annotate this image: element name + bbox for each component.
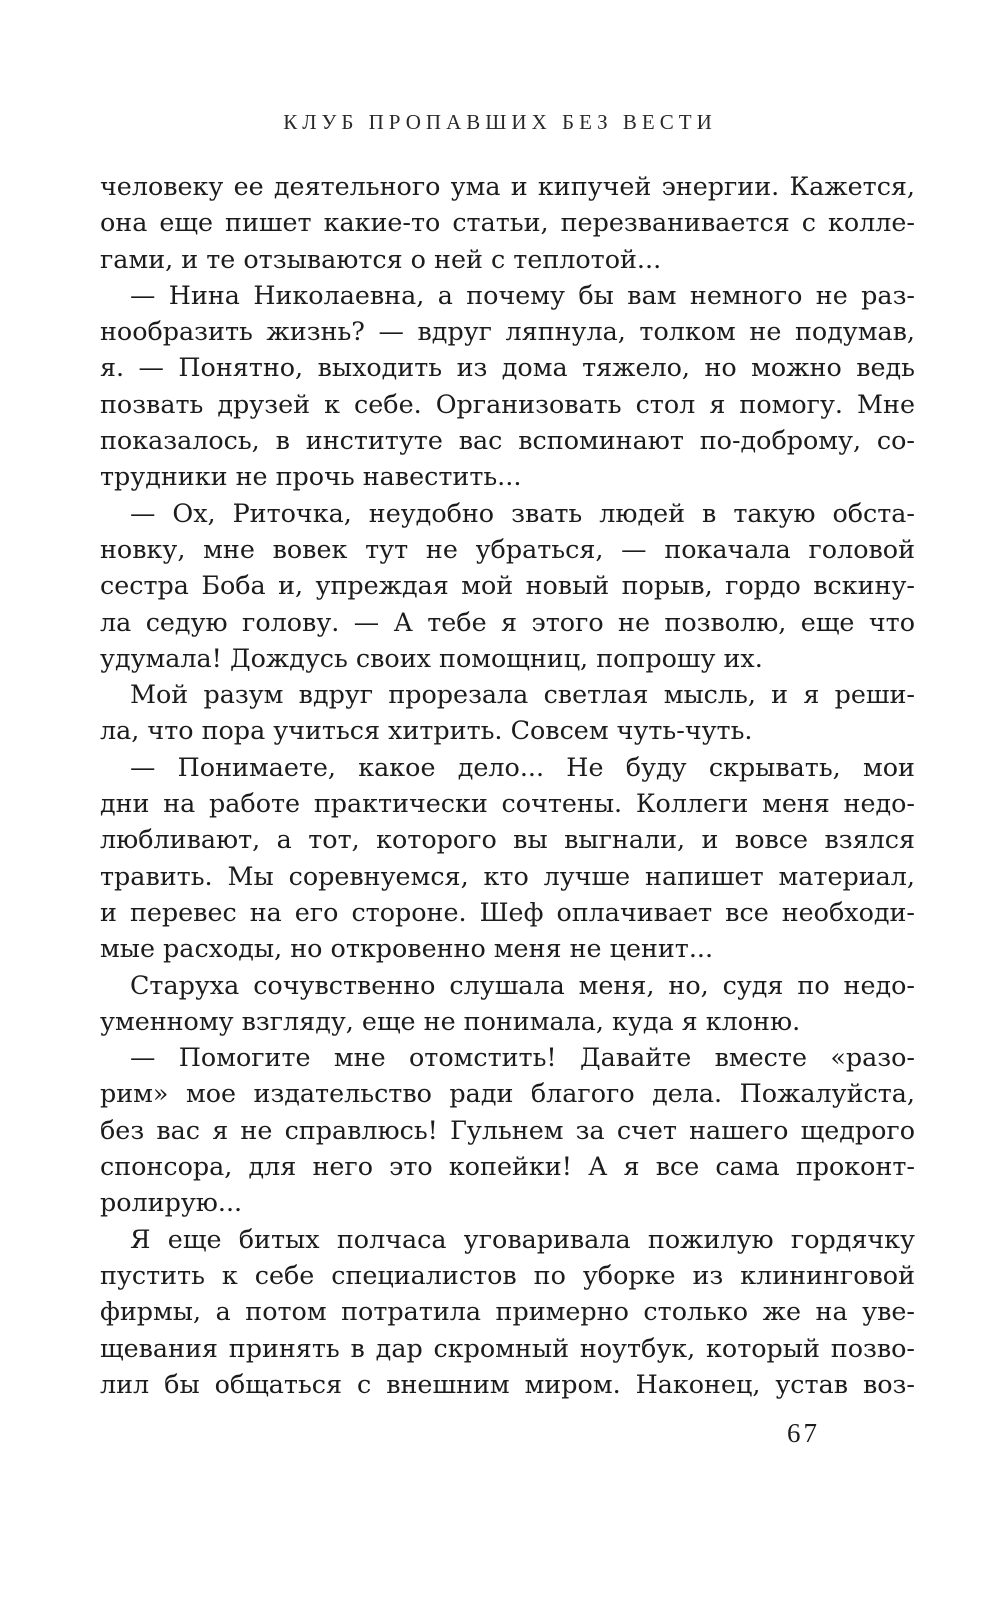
text-line: спонсора, для него это копейки! А я все сама проконт- [100,1151,915,1182]
text-line: — Помогите мне отомстить! Давайте вместе «разо- [130,1042,915,1073]
text-line: Мой разум вдруг прорезала светлая мысль, и я реши- [130,679,915,710]
text-line: — Нина Николаевна, а почему бы вам немного не раз- [130,279,915,310]
text-line: новку, мне вовек тут не убраться, — покачала головой [100,533,915,564]
text-line: без вас я не справлюсь! Гульнем за счет нашего щедрого [100,1114,915,1145]
text-line: пустить к себе специалистов по уборке из клининговой [100,1259,915,1290]
text-line: трудники не прочь навестить... [100,461,522,492]
text-line: ла, что пора учиться хитрить. Совсем чуть-чуть. [100,715,753,746]
text-line: я. — Понятно, выходить из дома тяжело, но можно ведь [100,352,915,383]
text-line: любливают, а тот, которого вы выгнали, и вовсе взялся [100,824,915,855]
text-line: фирмы, а потом потратила примерно столько же на уве- [100,1296,915,1327]
text-line: она еще пишет какие-то статьи, перезванивается с колле- [100,207,915,238]
text-line: показалось, в институте вас вспоминают по-доброму, со- [100,425,915,456]
text-line: Старуха сочувственно слушала меня, но, судя по недо- [130,969,915,1000]
text-line: — Ох, Риточка, неудобно звать людей в такую обста- [130,497,915,528]
running-head: КЛУБ ПРОПАВШИХ БЕЗ ВЕСТИ [283,110,717,134]
text-line: рим» мое издательство ради благого дела. Пожалуйста, [100,1078,915,1109]
text-line: — Понимаете, какое дело... Не буду скрывать, мои [130,751,915,782]
body-text [100,168,915,1402]
text-line: нообразить жизнь? — вдруг ляпнула, толком не подумав, [100,316,915,347]
text-line: Я еще битых полчаса уговаривала пожилую гордячку [130,1223,915,1254]
text-line: травить. Мы соревнуемся, кто лучше напишет материал, [100,860,915,891]
text-line: ролирую... [100,1187,243,1218]
text-line: мые расходы, но откровенно меня не ценит... [100,933,714,964]
text-line: лил бы общаться с внешним миром. Наконец, устав воз- [100,1368,915,1399]
text-line: человеку ее деятельного ума и кипучей энергии. Кажется, [100,171,915,201]
text-line: ла седую голову. — А тебе я этого не позволю, еще что [100,606,915,637]
text-line: позвать друзей к себе. Организовать стол я помогу. Мне [100,388,915,419]
text-line: и перевес на его стороне. Шеф оплачивает все необходи- [100,896,915,927]
text-line: уменному взгляду, еще не понимала, куда я клоню. [100,1005,801,1036]
text-line: удумала! Дождусь своих помощниц, попрошу их. [100,642,763,673]
text-line: сестра Боба и, упреждая мой новый порыв, гордо вскину- [100,570,915,601]
text-line: щевания принять в дар скромный ноутбук, который позво- [100,1332,915,1363]
page-number: 67 [787,1418,820,1448]
text-line: гами, и те отзываются о ней с теплотой... [100,243,662,274]
text-line: дни на работе практически сочтены. Коллеги меня недо- [100,788,915,819]
